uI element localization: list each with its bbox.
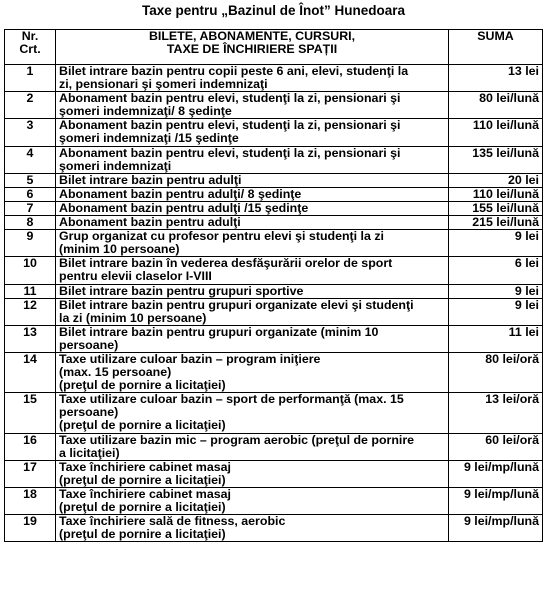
row-description-line: Taxe închiriere cabinet masaj xyxy=(59,487,231,501)
row-description-line: Taxe utilizare bazin mic – program aerobic (preţul de pornire xyxy=(59,433,415,447)
table-row xyxy=(5,92,543,119)
table-row xyxy=(5,284,543,298)
fees-table-body xyxy=(5,65,543,542)
row-description-line: persoane) xyxy=(59,337,119,352)
row-description-line: şomeri indemnizaţi /15 şedinţe xyxy=(59,131,239,146)
row-description-line: Taxe închiriere sală de fitness, aerobic xyxy=(59,514,286,529)
table-row xyxy=(5,230,543,257)
row-number: 2 xyxy=(5,92,56,119)
header-amount: SUMA xyxy=(449,30,543,65)
row-description-line: Abonament bazin pentru adulţi/ 8 şedinţe xyxy=(59,187,302,201)
row-description-line: (preţul de pornire a licitaţiei) xyxy=(59,418,226,433)
row-description xyxy=(56,216,449,230)
header-description-line: TAXE DE ÎNCHIRIERE SPAȚII xyxy=(166,42,338,57)
row-amount: 9 lei/mp/lună xyxy=(449,460,543,487)
row-description-line: Abonament bazin pentru adulţi xyxy=(59,215,241,230)
row-number: 1 xyxy=(5,65,56,92)
table-row xyxy=(5,146,543,173)
row-number: 16 xyxy=(5,433,56,460)
row-number: 9 xyxy=(5,230,56,257)
table-row xyxy=(5,515,543,542)
row-description-line: şomeri indemnizaţi/ 8 şedinţe xyxy=(59,104,232,119)
table-row xyxy=(5,173,543,187)
row-description-line: Grup organizat cu profesor pentru elevi şi studenţi la zi xyxy=(59,229,384,244)
row-description-line: persoane) xyxy=(59,405,119,420)
table-row xyxy=(5,393,543,433)
table-row xyxy=(5,298,543,325)
row-amount: 9 lei xyxy=(449,298,543,325)
table-row xyxy=(5,487,543,514)
row-number: 11 xyxy=(5,284,56,298)
row-amount: 80 lei/oră xyxy=(449,352,543,392)
table-row xyxy=(5,119,543,146)
table-row xyxy=(5,187,543,201)
row-description-line: la zi (minim 10 persoane) xyxy=(59,310,207,325)
row-description xyxy=(56,230,449,257)
fees-table xyxy=(4,29,543,542)
row-description xyxy=(56,460,449,487)
row-description-line: (preţul de pornire a licitaţiei) xyxy=(59,472,226,487)
row-amount: 9 lei xyxy=(449,230,543,257)
row-description xyxy=(56,298,449,325)
row-amount: 60 lei/oră xyxy=(449,433,543,460)
row-amount: 110 lei/lună xyxy=(449,187,543,201)
row-amount: 9 lei/mp/lună xyxy=(449,515,543,542)
row-number: 19 xyxy=(5,515,56,542)
row-description xyxy=(56,487,449,514)
row-description xyxy=(56,393,449,433)
row-number: 4 xyxy=(5,146,56,173)
row-number: 10 xyxy=(5,257,56,284)
row-amount: 20 lei xyxy=(449,173,543,187)
row-description-line: Taxe închiriere cabinet masaj xyxy=(59,460,231,474)
row-amount: 110 lei/lună xyxy=(449,119,543,146)
row-description-line: Bilet intrare bazin pentru grupuri organizate elevi şi studenţi xyxy=(59,298,414,312)
header-nr-line: Nr. xyxy=(21,29,39,43)
header-nr xyxy=(5,30,56,65)
row-description-line: (minim 10 persoane) xyxy=(59,242,180,257)
row-description-line: zi, pensionari şi şomeri indemnizaţi xyxy=(59,77,268,92)
table-row xyxy=(5,325,543,352)
row-description xyxy=(56,92,449,119)
row-number: 12 xyxy=(5,298,56,325)
row-description-line: Bilet intrare bazin pentru copii peste 6 ani, elevi, studenţi la xyxy=(59,64,409,78)
row-amount: 135 lei/lună xyxy=(449,146,543,173)
row-description xyxy=(56,187,449,201)
row-description-line: Abonament bazin pentru elevi, studenţi la zi, pensionari şi xyxy=(59,118,401,133)
row-description xyxy=(56,146,449,173)
row-description-line: Bilet intrare bazin pentru grupuri sportive xyxy=(59,284,304,298)
row-description-line: Bilet intrare bazin pentru adulţi xyxy=(59,173,242,187)
row-description xyxy=(56,433,449,460)
row-number: 18 xyxy=(5,487,56,514)
row-amount: 9 lei xyxy=(449,284,543,298)
row-number: 17 xyxy=(5,460,56,487)
table-row xyxy=(5,257,543,284)
row-description xyxy=(56,515,449,542)
row-number: 6 xyxy=(5,187,56,201)
table-row xyxy=(5,352,543,392)
row-amount: 155 lei/lună xyxy=(449,201,543,215)
row-amount: 6 lei xyxy=(449,257,543,284)
header-description-line: BILETE, ABONAMENTE, CURSURI, xyxy=(148,29,356,43)
row-description xyxy=(56,119,449,146)
row-description-line: (max. 15 persoane) xyxy=(59,365,172,380)
row-amount: 215 lei/lună xyxy=(449,216,543,230)
row-amount: 11 lei xyxy=(449,325,543,352)
row-number: 3 xyxy=(5,119,56,146)
row-number: 7 xyxy=(5,201,56,215)
row-description xyxy=(56,65,449,92)
row-description-line: Bilet intrare bazin pentru grupuri organizate (minim 10 xyxy=(59,325,379,339)
row-description-line: Abonament bazin pentru adulţi /15 şedinţe xyxy=(59,201,309,215)
table-header-row xyxy=(5,30,543,65)
row-amount: 13 lei xyxy=(449,65,543,92)
row-description-line: Taxe utilizare culoar bazin – program iniţiere xyxy=(59,352,321,366)
row-number: 14 xyxy=(5,352,56,392)
row-number: 15 xyxy=(5,393,56,433)
table-row xyxy=(5,460,543,487)
table-row xyxy=(5,65,543,92)
row-description xyxy=(56,173,449,187)
row-description xyxy=(56,325,449,352)
row-description-line: pentru elevii claselor I-VIII xyxy=(59,269,212,284)
table-row xyxy=(5,201,543,215)
row-number: 13 xyxy=(5,325,56,352)
table-row xyxy=(5,433,543,460)
table-row xyxy=(5,216,543,230)
row-amount: 13 lei/oră xyxy=(449,393,543,433)
row-description-line: a licitaţiei) xyxy=(59,445,120,460)
header-nr-line: Crt. xyxy=(19,42,41,57)
row-description-line: (preţul de pornire a licitaţiei) xyxy=(59,500,226,514)
row-number: 8 xyxy=(5,216,56,230)
row-description-line: şomeri indemnizaţi xyxy=(59,158,172,173)
row-amount: 80 lei/lună xyxy=(449,92,543,119)
document-title: Taxe pentru „Bazinul de Înot” Hunedoara xyxy=(141,3,406,18)
row-description-line: Abonament bazin pentru elevi, studenţi la zi, pensionari şi xyxy=(59,91,401,106)
row-description-line: Taxe utilizare culoar bazin – sport de performanţă (max. 15 xyxy=(59,392,404,407)
row-description xyxy=(56,257,449,284)
row-amount: 9 lei/mp/lună xyxy=(449,487,543,514)
row-number: 5 xyxy=(5,173,56,187)
row-description-line: (preţul de pornire a licitaţiei) xyxy=(59,527,226,542)
row-description-line: (preţul de pornire a licitaţiei) xyxy=(59,378,226,393)
row-description-line: Bilet intrare bazin în vederea desfăşurării orelor de sport xyxy=(59,256,393,271)
header-description xyxy=(56,30,449,65)
row-description xyxy=(56,352,449,392)
row-description xyxy=(56,201,449,215)
row-description-line: Abonament bazin pentru elevi, studenţi la zi, pensionari şi xyxy=(59,146,401,160)
row-description xyxy=(56,284,449,298)
